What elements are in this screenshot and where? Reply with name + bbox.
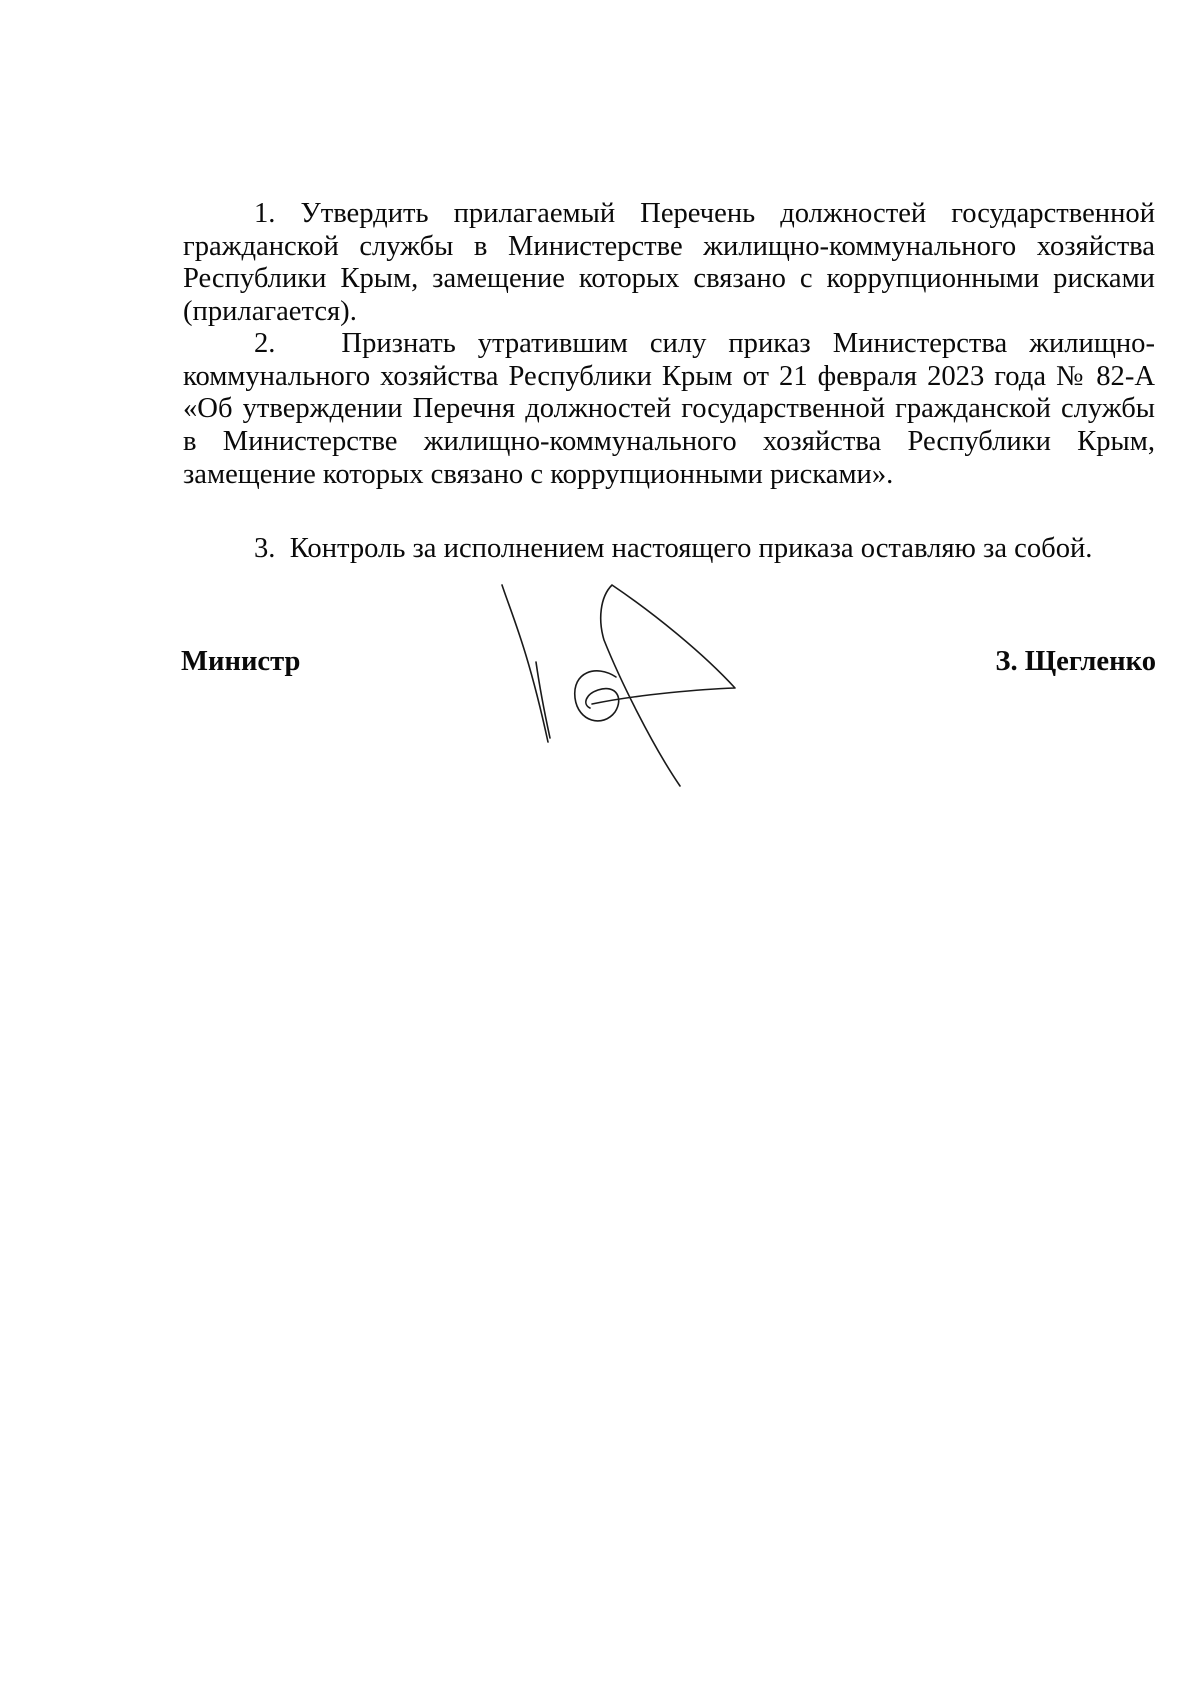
paragraph-1-number: 1. [254, 198, 276, 229]
paragraph-3-text: Контроль за исполнением настоящего приказа оставляю за собой. [289, 533, 1093, 564]
paragraph-1 [183, 198, 1155, 329]
paragraph-2-number: 2. [254, 328, 276, 359]
signature-triangle [592, 585, 735, 786]
paragraph-2 [183, 328, 1155, 492]
paragraph-1-text: Утвердить прилагаемый Перечень должностей государственной гражданской службы в Министерстве жилищно-коммунального хозяйства Республики Крым, замещение которых связано с коррупционными рисками (прилагается). [183, 198, 1156, 328]
signature-stroke-left [502, 585, 548, 742]
paragraph-3 [183, 533, 1155, 566]
signature-loop [575, 671, 619, 721]
paragraph-3-number: 3. [254, 533, 276, 564]
signatory-name: З. Щегленко [995, 646, 1156, 677]
paragraph-2-text: Признать утратившим силу приказ Министерства жилищно-коммунального хозяйства Республики Крым от 21 февраля 2023 года № 82-А «Об утверждении Перечня должностей государственной гражданской службы в Министерстве жилищно-коммунального хозяйства Республики Крым, замещение которых связано с коррупционными рисками». [183, 328, 1155, 490]
signature-stroke-middle [536, 662, 550, 738]
signatory-title: Министр [181, 646, 301, 677]
